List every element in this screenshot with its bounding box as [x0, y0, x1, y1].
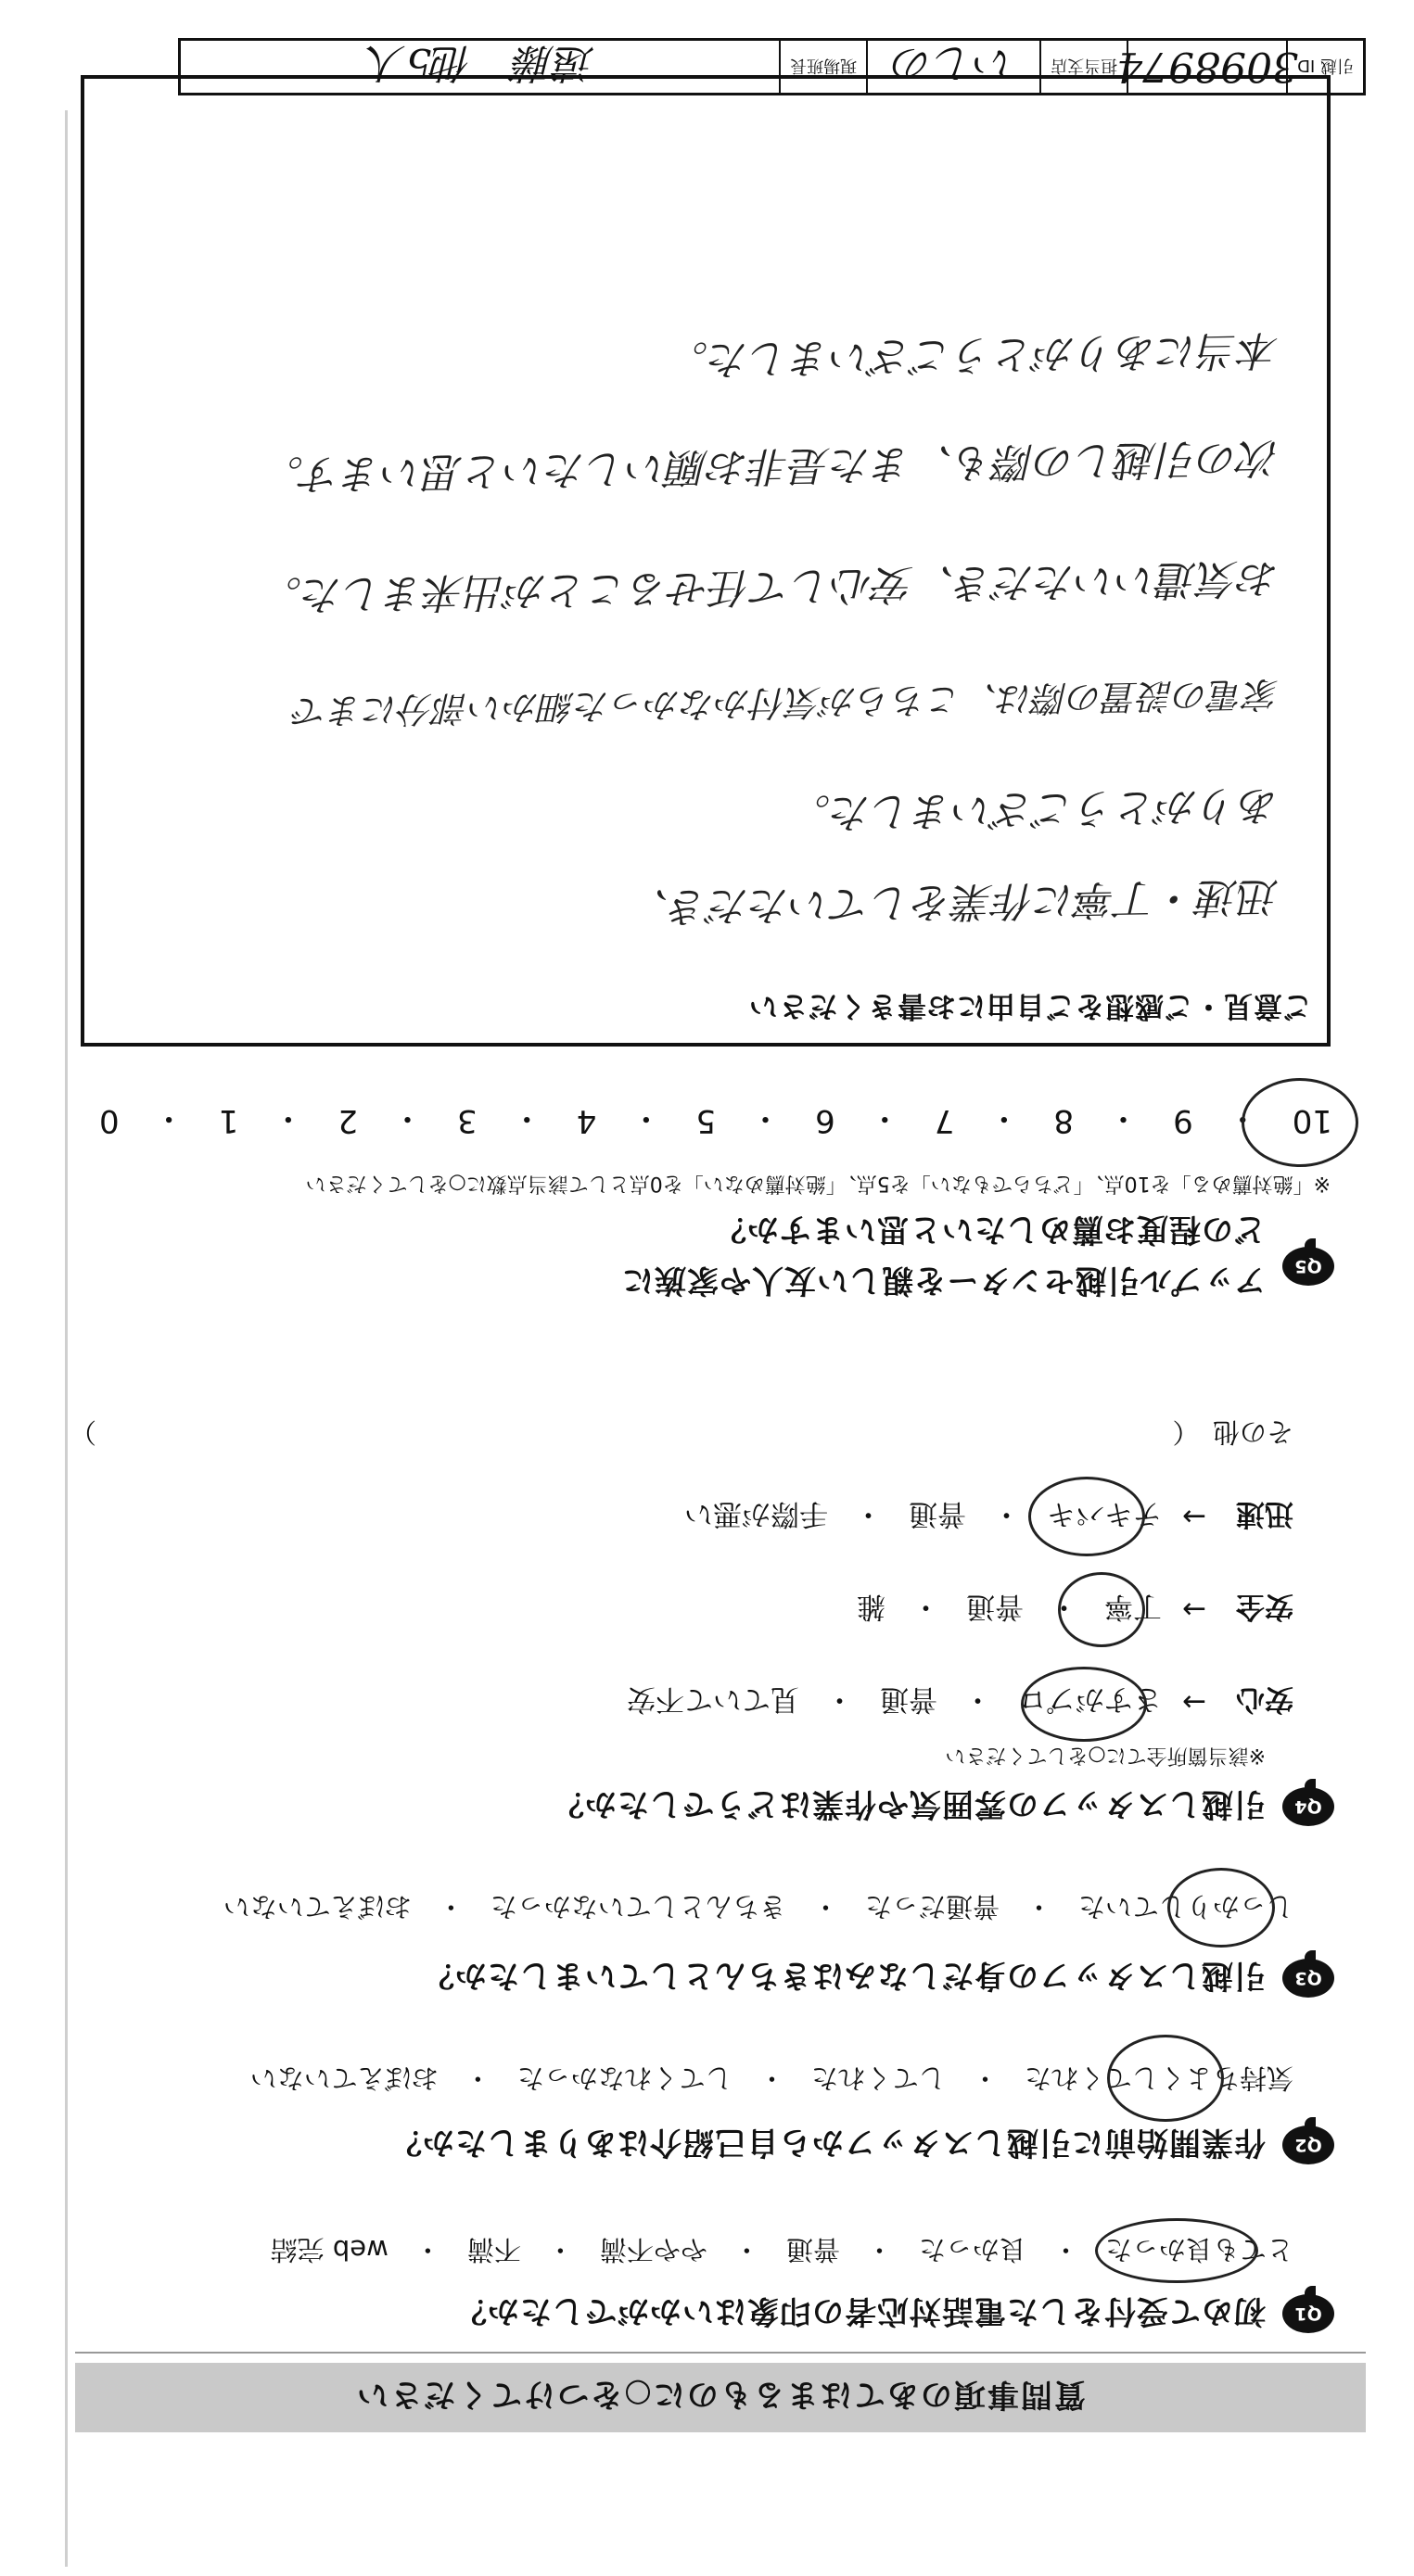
id-value-cell[interactable]: 3098974: [1127, 41, 1286, 93]
score-option[interactable]: 7: [934, 1102, 955, 1140]
q4-other-row: [70, 1415, 1293, 1453]
q4-option[interactable]: テキパキ: [1047, 1497, 1163, 1530]
handwritten-comment-line: 次の引越しの際も、また是非お願いしたいと思います。: [262, 433, 1280, 499]
q3-option[interactable]: しっかりしていた: [1077, 1891, 1293, 1922]
q4-row-anshin: 安心 → さすがプロ ・ 普通 ・ 見ていて不安: [627, 1681, 1293, 1723]
q2-option[interactable]: してくれた: [810, 2062, 946, 2094]
q1-badge-icon: Q1: [1282, 2295, 1334, 2334]
q4-option[interactable]: 見ていて不安: [627, 1682, 800, 1716]
comment-box-title: ご意見・ご感想をご自由にお書きください: [748, 989, 1312, 1022]
score-option[interactable]: 1: [218, 1102, 239, 1140]
q2-selection-circle: [1107, 2035, 1224, 2122]
arrow-right-icon: →: [1182, 1685, 1206, 1719]
q4-row-label: 安心: [1236, 1682, 1293, 1716]
q1-option[interactable]: 普通: [785, 2234, 840, 2265]
q4-text: 引越しスタッフの雰囲気や作業はどうでしたか？: [552, 1785, 1266, 1822]
q4-option[interactable]: 普通: [880, 1682, 938, 1716]
q3-option[interactable]: きちんとしていなかった: [490, 1891, 786, 1922]
banner-divider: [75, 2352, 1366, 2354]
handwritten-comment-line: お気遣いいただき、安心して任せることが出来ました。: [261, 553, 1280, 619]
score-option[interactable]: 5: [695, 1102, 717, 1140]
q4-option[interactable]: 丁寧: [1104, 1590, 1163, 1623]
handwritten-comment-line: ありがとうございました。: [789, 780, 1280, 837]
q1-option[interactable]: 不満: [466, 2234, 521, 2265]
branch-value-cell[interactable]: いしの: [866, 41, 1039, 93]
q1-option[interactable]: 良かった: [918, 2234, 1026, 2265]
q4-row-label: 安全: [1236, 1590, 1293, 1623]
q4-option[interactable]: 手際が悪い: [684, 1497, 829, 1530]
q4-note: ※該当箇所全てに○をしてください: [945, 1744, 1266, 1767]
question-q5: [621, 1210, 1334, 1306]
handwritten-comment-line: 本当にありがとうございました。: [667, 325, 1280, 384]
q4-option[interactable]: 普通: [966, 1590, 1025, 1623]
q3-options: しっかりしていた ・ 普通だった ・ きちんとしていなかった ・ おぼえていない: [223, 1889, 1293, 1927]
q4-badge-icon: Q4: [1282, 1788, 1334, 1827]
question-q3: [422, 1956, 1334, 2001]
score-option[interactable]: 2: [338, 1102, 358, 1140]
score-option[interactable]: 9: [1173, 1102, 1193, 1140]
q5-badge-icon: Q5: [1282, 1247, 1334, 1286]
q3-option[interactable]: おぼえていない: [223, 1891, 412, 1922]
score-option[interactable]: 0: [99, 1102, 120, 1140]
q4-option[interactable]: 普通: [909, 1497, 967, 1530]
q4-other-close: ）: [70, 1416, 97, 1448]
q1-options: とても良かった ・ 良かった ・ 普通 ・ やや不満 ・ 不満 ・ web 完結: [271, 2232, 1293, 2270]
branch-label-cell: 担当支店: [1039, 41, 1127, 93]
right-edge-rule: [65, 110, 68, 2567]
q4-other-label[interactable]: その他 （: [1172, 1416, 1293, 1448]
score-option[interactable]: 10: [1292, 1102, 1332, 1140]
q4-row-label: 迅速: [1236, 1497, 1293, 1530]
q2-options: 気持ちよくしてくれた ・ してくれた ・ してくれなかった ・ おぼえていない: [250, 2061, 1293, 2099]
q4-option[interactable]: 雑: [857, 1590, 886, 1623]
score-option[interactable]: 4: [576, 1102, 597, 1140]
q2-option[interactable]: してくれなかった: [516, 2062, 732, 2094]
q1-option[interactable]: web 完結: [270, 2234, 389, 2265]
q2-option[interactable]: おぼえていない: [249, 2062, 439, 2094]
q1-option[interactable]: とても良かった: [1104, 2234, 1293, 2265]
q3-text: 引越しスタッフの身だしなみはきちんとしていましたか？: [422, 1957, 1266, 1994]
q4-row-jinsoku: 迅速 → テキパキ ・ 普通 ・ 手際が悪い: [684, 1496, 1293, 1538]
question-q4: [552, 1784, 1334, 1830]
handwritten-comment-line: 迅速・丁寧に作業をしていただき、: [628, 871, 1280, 932]
q4-anzen-selection-circle: [1058, 1572, 1145, 1647]
q2-option[interactable]: 気持ちよくしてくれた: [1024, 2062, 1293, 2094]
q1-text: 初めて受付をした電話対応者の印象はいかがでしたか？: [454, 2292, 1266, 2329]
instructions-banner: 質問事項のあてはまるものに○をつけてください: [75, 2363, 1366, 2432]
q1-selection-circle: [1095, 2218, 1258, 2283]
q3-badge-icon: Q3: [1282, 1960, 1334, 1999]
q3-option[interactable]: 普通だった: [864, 1891, 1000, 1922]
q4-row-anzen: 安全 → 丁寧 ・ 普通 ・ 雑: [857, 1589, 1293, 1631]
score-option[interactable]: 6: [815, 1102, 835, 1140]
q2-badge-icon: Q2: [1282, 2126, 1334, 2165]
q5-text-block: [621, 1210, 1266, 1306]
q5-text-line2: どの程度お薦めしたいと思いますか？: [714, 1211, 1266, 1248]
q5-text: アップル引越センターを親しい友人や家族に: [621, 1262, 1266, 1299]
q4-anshin-selection-circle: [1021, 1667, 1147, 1742]
score-option[interactable]: 3: [457, 1102, 478, 1140]
id-label-cell: 引越 ID: [1286, 41, 1363, 93]
leader-label-cell: 現場班長: [779, 41, 866, 93]
q1-option[interactable]: やや不満: [599, 2234, 707, 2265]
arrow-right-icon: →: [1182, 1593, 1206, 1627]
leader-value-cell[interactable]: 遠藤 他5人: [364, 39, 595, 86]
handwritten-comment-line: 家電の設置の際は、こちらが気付かなかった細かい部分にまで: [292, 673, 1280, 732]
q4-option[interactable]: さすがプロ: [1018, 1682, 1163, 1716]
q2-text: 作業開始前に引越しスタッフから自己紹介はありましたか？: [389, 2124, 1266, 2161]
q3-selection-circle: [1167, 1868, 1275, 1948]
header-info-table: [178, 38, 1366, 95]
arrow-right-icon: →: [1182, 1500, 1206, 1534]
q5-score-scale: 10 ・ 9 ・ 8 ・ 7 ・ 6 ・ 5 ・ 4 ・ 3 ・ 2 ・ 1 ・ 0: [99, 1099, 1332, 1140]
question-q2: [389, 2123, 1334, 2168]
q4-jinsoku-selection-circle: [1028, 1477, 1145, 1556]
q5-note: ※「絶対薦める」を10点、「どちらでもない」を5点、「絶対薦めない」を0点として該当点数に○をしてください: [305, 1172, 1331, 1195]
score-option[interactable]: 8: [1053, 1102, 1075, 1140]
q5-selection-circle: [1242, 1078, 1358, 1167]
question-q1: [454, 2291, 1334, 2337]
